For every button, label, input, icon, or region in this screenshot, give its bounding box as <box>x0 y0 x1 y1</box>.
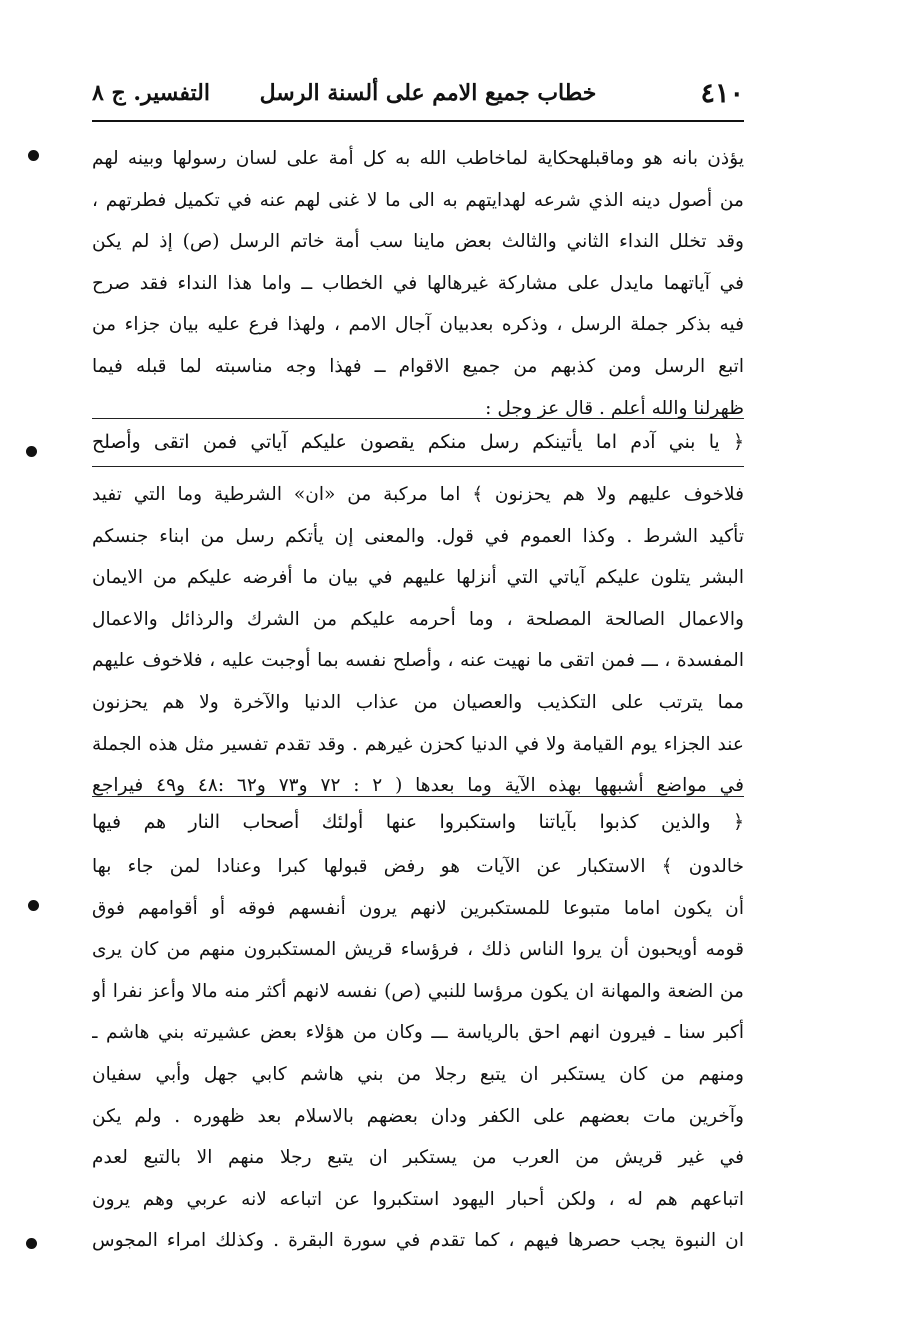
verse-rule-top <box>92 796 744 797</box>
paragraph-1 <box>92 138 744 429</box>
text-line: ظهرلنا والله أعلم . قال عز وجل : <box>485 397 744 419</box>
text-line: فلاخوف عليهم ولا هم يحزنون ﴾ اما مركبة من «ان» الشرطية وما التي تفيد <box>92 484 744 505</box>
header-rule <box>92 120 744 122</box>
text-line: ان النبوة يجب حصرها فيهم ، كما تقدم في سورة البقرة . وكذلك امراء المجوس <box>92 1230 744 1252</box>
text-line: فيه بذكر جملة الرسل ، وذكره بعدبيان آجال الامم ، ولهذا فرع عليه بيان جزاء من <box>92 314 744 336</box>
verse-rule-top <box>92 418 744 419</box>
text-line: مما يترتب على التكذيب والعصيان من عذاب الدنيا والآخرة ولا هم يحزنون <box>92 691 744 713</box>
running-title: خطاب جميع الامم على ألسنة الرسل <box>259 80 597 106</box>
text-line: اتبع الرسل ومن كذبهم من جميع الاقوام ــ فهذا وجه مناسبته لما قبله فيما <box>92 355 744 377</box>
text-line: من الضعة والمهانة ان يكون مرؤسا للنبي (ص) نفسه لانهم أكثر منه مالا وأعز نفرا أو <box>92 980 744 1002</box>
text-line: يؤذن بانه هو وماقبلهحكاية لماخاطب الله به كل أمة على لسان رسولها وبينه لهم <box>92 148 744 169</box>
text-line: خالدون ﴾ الاستكبار عن الآيات هو رفض قبولها كبرا وعنادا لمن جاء بها <box>92 856 744 877</box>
text-line: في غير قريش من العرب من يستكبر ان يتبع رجلا منهم الا بالتبع لعدم <box>92 1147 744 1169</box>
text-line: اتباعهم هم له ، ولكن أحبار اليهود استكبروا عن اتباعه لانه عربي وهم يرون <box>92 1188 744 1210</box>
text-line: وقد تخلل النداء الثاني والثالث بعض ماينا سب أمة خاتم الرسل (ص) إذ لم يكن <box>92 231 744 253</box>
text-line: ومنهم من كان يستكبر ان يتبع رجلا من بني هاشم كابي جهل وأبي سفيان <box>92 1063 744 1085</box>
page-number: ٤١٠ <box>700 78 744 109</box>
text-line: والاعمال الصالحة المصلحة ، وما أحرمه عليكم من الشرك والرذائل والاعمال <box>92 608 744 630</box>
text-line: أن يكون اماما متبوعا للمستكبرين لانهم يرون أنفسهم فوقه أو أقوامهم فوق <box>92 897 744 919</box>
binding-hole-dot <box>26 446 37 457</box>
text-line: قومه أويحبون أن يروا الناس ذلك ، فرؤساء قريش المستكبرون منهم من كان يرى <box>92 939 744 961</box>
verse-rule-bottom <box>92 466 744 467</box>
verse-1 <box>92 422 744 464</box>
book-reference: التفسير. ج ٨ <box>92 80 210 106</box>
text-line: عند الجزاء يوم القيامة ولا في الدنيا كحزن غيرهم . وقد تقدم تفسير مثل هذه الجملة <box>92 733 744 755</box>
text-line: تأكيد الشرط . وكذا العموم في قول. والمعنى إن يأتكم رسل من ابناء جنسكم <box>92 525 744 547</box>
binding-hole-dot <box>26 1238 37 1249</box>
text-line: وآخرين مات بعضهم على الكفر ودان بعضهم بالاسلام بعد ظهوره . ولم يكن <box>92 1105 744 1127</box>
verse-2 <box>92 802 744 844</box>
paragraph-2 <box>92 474 744 807</box>
text-line: من أصول دينه الذي شرعه لهدايتهم به الى ما لا غنى لهم عنه في تكميل فطرتهم ، <box>92 189 744 211</box>
text-line: في مواضع أشبهها بهذه الآية وما بعدها ( ٢ : ٧٢ و٧٣ و٦٢ :٤٨ و٤٩ فيراجع <box>92 775 744 797</box>
verse-line: ﴿ يا بني آدم اما يأتينكم رسل منكم يقصون عليكم آياتي فمن اتقى وأصلح <box>92 432 744 453</box>
binding-hole-dot <box>28 150 39 161</box>
binding-hole-dot <box>28 900 39 911</box>
paragraph-3 <box>92 846 744 1262</box>
page-header <box>92 70 744 118</box>
verse-line: ﴿ والذين كذبوا بآياتنا واستكبروا عنها أولئك أصحاب النار هم فيها <box>92 812 744 833</box>
text-line: المفسدة ، ـــ فمن اتقى ما نهيت عنه ، وأصلح نفسه بما أوجبت عليه ، فلاخوف عليهم <box>92 650 744 672</box>
text-line: في آياتهما مايدل على مشاركة غيرهالها في الخطاب ــ واما هذا النداء فقد صرح <box>92 272 744 294</box>
text-line: أكبر سنا ـ فيرون انهم احق بالرياسة ـــ وكان من هؤلاء بعض عشيرته بني هاشم ـ <box>92 1022 744 1044</box>
text-line: البشر يتلون عليكم آياتي التي أنزلها عليهم في بيان ما أفرضه عليكم من الايمان <box>92 567 744 589</box>
